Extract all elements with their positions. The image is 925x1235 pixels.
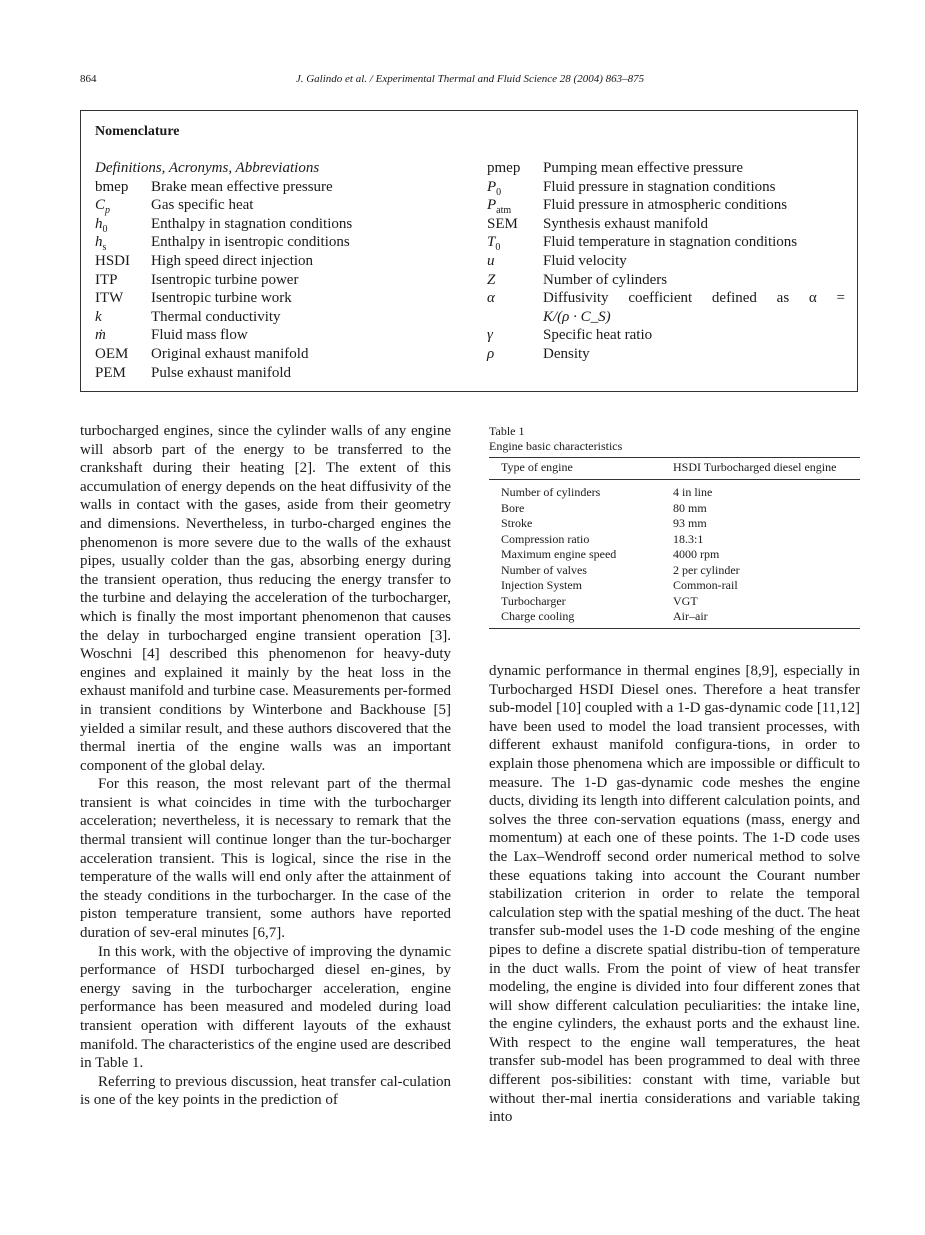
nomenclature-entry (95, 308, 470, 327)
nomenclature-definition: Thermal conductivity (151, 308, 281, 325)
page-number: 864 (80, 73, 97, 85)
nomenclature-definition: Synthesis exhaust manifold (543, 215, 708, 232)
table-row-value: 93 mm (673, 516, 707, 530)
nomenclature-definition: Enthalpy in stagnation conditions (151, 215, 353, 232)
nomenclature-symbol: pmep (487, 160, 521, 176)
nomenclature-box (80, 110, 858, 392)
journal-reference: J. Galindo et al. / Experimental Thermal and Fluid Science 28 (2004) 863–875 (295, 73, 645, 85)
paragraph: For this reason, the most relevant part of the thermal transient is what coincides in time with the turbocharger acceleration; nevertheless, it is necessary to remark that the thermal transient will continue longer than the tur-bocharger acceleration transient. This is logical, since the rise in the temperature of the walls will end only after the attainment of the steady conditions in the turbocharger. In the case of the piston temperature transient, some authors have reported duration of sev-eral minutes [6,7]. (80, 776, 451, 942)
nomenclature-symbol: α (487, 290, 495, 307)
nomenclature-heading: Definitions, Acronyms, Abbreviations (95, 160, 320, 176)
table-row-label: Turbocharger (501, 593, 566, 608)
nomenclature-definition: Diffusivity coefficient defined as α = (543, 290, 845, 307)
nomenclature-symbol: PEM (95, 364, 126, 381)
nomenclature-definition: Fluid velocity (543, 252, 627, 269)
nomenclature-symbol: OEM (95, 345, 129, 362)
nomenclature-definition: Isentropic turbine work (151, 290, 292, 307)
nomenclature-right-column (487, 159, 845, 364)
nomenclature-entry-continuation (487, 308, 845, 327)
table-row-label: Maximum engine speed (501, 547, 617, 561)
table-row (489, 480, 860, 501)
nomenclature-symbol: $C_p$ (95, 197, 111, 217)
table-row (489, 609, 860, 628)
table-row (489, 516, 860, 532)
nomenclature-entry (95, 364, 470, 383)
nomenclature-definition-continuation: K/(ρ · C_S) (543, 308, 611, 325)
nomenclature-definition: Fluid pressure in atmospheric conditions (543, 197, 788, 214)
nomenclature-symbol: Z (487, 271, 496, 288)
nomenclature-definition: Gas specific heat (151, 197, 254, 214)
nomenclature-entry (487, 159, 845, 178)
nomenclature-definition: Fluid pressure in stagnation conditions (543, 178, 776, 195)
table-row-label: Injection System (501, 578, 582, 592)
nomenclature-entry (95, 196, 470, 215)
nomenclature-definition: Fluid mass flow (151, 327, 248, 344)
table-row-label: Charge cooling (489, 609, 661, 628)
table-caption: Engine basic characteristics (489, 439, 623, 453)
nomenclature-entry (95, 289, 470, 308)
running-head (80, 73, 860, 89)
nomenclature-symbol: HSDI (95, 252, 131, 269)
nomenclature-definition: Specific heat ratio (543, 327, 653, 344)
paragraph: Referring to previous discussion, heat transfer cal-culation is one of the key points in the prediction of (80, 1073, 451, 1109)
nomenclature-entry (95, 252, 470, 271)
nomenclature-symbol: SEM (487, 215, 518, 232)
table-row (489, 501, 860, 517)
table-row-value: Air–air (661, 609, 860, 628)
nomenclature-definition: Pulse exhaust manifold (151, 364, 291, 381)
nomenclature-entry (95, 233, 470, 252)
table-row (489, 532, 860, 548)
nomenclature-definition: Pumping mean effective pressure (543, 160, 744, 176)
nomenclature-symbol: ITW (95, 290, 124, 307)
paragraph: In this work, with the objective of improving the dynamic performance of HSDI turbocharged diesel en-gines, by energy saving in the turbocharger acceleration, engine performance has been measured and modeled during load transient operation with different layouts of the exhaust manifold. The characteristics of the engine used are described in Table 1. (80, 943, 451, 1072)
nomenclature-symbol: ITP (95, 271, 118, 288)
table-label: Table 1 (489, 424, 525, 438)
engine-characteristics-table (489, 457, 860, 629)
table-row-value: 2 per cylinder (673, 562, 740, 577)
table-row-value: 4000 rpm (673, 547, 720, 561)
table-row-value: 18.3:1 (673, 531, 704, 546)
nomenclature-title: Nomenclature (95, 124, 180, 139)
nomenclature-definition: Brake mean effective pressure (151, 178, 333, 195)
nomenclature-entry (487, 345, 845, 364)
table-header-cell: Type of engine (489, 458, 661, 480)
table-row-value: VGT (673, 593, 698, 608)
table-row-label: Bore (501, 500, 525, 515)
nomenclature-symbol: $T_0$ (487, 234, 501, 254)
nomenclature-entry (95, 326, 470, 345)
table-1 (489, 424, 860, 629)
table-row-value: Common-rail (673, 578, 738, 592)
table-row-label: Compression ratio (501, 531, 590, 546)
table-row-label: Number of valves (501, 562, 587, 577)
nomenclature-entry (487, 252, 845, 271)
nomenclature-symbol: u (487, 252, 495, 269)
nomenclature-definition: Density (543, 345, 590, 362)
nomenclature-symbol: bmep (95, 178, 129, 195)
nomenclature-entry (487, 178, 845, 197)
nomenclature-definition: Original exhaust manifold (151, 345, 309, 362)
nomenclature-entry (487, 326, 845, 345)
table-row (489, 547, 860, 563)
nomenclature-entry (487, 233, 845, 252)
nomenclature-entry (95, 345, 470, 364)
table-header-cell: HSDI Turbocharged diesel engine (661, 458, 860, 480)
nomenclature-entry (95, 178, 470, 197)
table-row (489, 578, 860, 594)
table-row-value: 4 in line (673, 485, 713, 499)
nomenclature-entry (95, 271, 470, 290)
nomenclature-definition: Number of cylinders (543, 271, 668, 288)
nomenclature-symbol: $h_s$ (95, 234, 107, 254)
paragraph: dynamic performance in thermal engines [8,9], especially in Turbocharged HSDI Diesel ones. Therefore a heat transfer sub-model [10] coupled with a 1-D gas-dynamic code [11,12] have been used to model the load transient processes, with different exhaust manifold configura-tions, in order to explain those phenomena which are impossible or difficult to measure. The 1-D gas-dynamic code meshes the engine ducts, dividing its length into different calculation points, and solves the three con-servation equations (mass, energy and momentum) at each one of these points. The 1-D code uses the Lax–Wendroff second order numerical method to solve these equations taking into account the Courant number stabilization criterion in order to relate the temporal calculation step with the spatial meshing of the duct. The heat transfer sub-model uses the 1-D code meshing of the engine pipes to define a discrete spatial distribu-tion of temperature in the duct walls. From the point of view of heat transfer modeling, the engine is divided into four different zones that will show different calculation peculiarities: the intake line, the engine cylinders, the exhaust ports and the exhaust line. With respect to the engine wall temperatures, the heat transfer sub-model has been programmed to deal with three different pos-sibilities: constant with time, variable but without ther-mal inertia considerations and variable taking into (489, 663, 860, 1126)
nomenclature-entry (487, 289, 845, 308)
nomenclature-definition: Fluid temperature in stagnation conditions (543, 234, 798, 251)
nomenclature-symbol: ṁ (95, 327, 106, 344)
nomenclature-symbol: γ (487, 327, 493, 344)
spacer (487, 308, 543, 327)
body-left-column (80, 422, 451, 1110)
table-header-row (489, 458, 860, 480)
nomenclature-symbol: $P_{atm}$ (487, 197, 512, 217)
nomenclature-symbol: k (95, 308, 102, 325)
nomenclature-definition: High speed direct injection (151, 252, 314, 269)
nomenclature-definition: Enthalpy in isentropic conditions (151, 234, 350, 251)
paragraph: turbocharged engines, since the cylinder walls of any engine will absorb part of the energy to be transferred to the crankshaft during their heating [2]. The extent of this accumulation of energy depends on the heat diffusivity of the walls in contact with the gases, aside from their geometry and dimensions. Nevertheless, in turbo-charged engines the phenomenon is more severe due to the walls of the exhaust pipes, usually colder than the gas, absorbing energy during the transient operation, thus reducing the energy transfer to the turbine and delaying the acceleration of the turbocharger, which is finally the most important phenomenon that causes the delay in turbocharged engine transient operation [3]. Woschni [4] described this phenomenon for heavy-duty engines and explained it mainly by the heat loss in the exhaust manifold and turbine case. Measurements per-formed in transient conditions by Winterbone and Backhouse [5] yielded a similar result, and these authors discovered that the thermal inertia of the engine walls was an important component of the global delay. (80, 423, 451, 774)
nomenclature-left-column (95, 159, 470, 382)
nomenclature-entry (487, 215, 845, 234)
table-row-value: 80 mm (673, 500, 707, 515)
nomenclature-definition: Isentropic turbine power (151, 271, 299, 288)
table-row (489, 563, 860, 579)
table-row-label: Stroke (501, 516, 533, 530)
table-row-label: Number of cylinders (501, 485, 601, 499)
nomenclature-entry (95, 215, 470, 234)
nomenclature-entry (487, 271, 845, 290)
nomenclature-symbol: $h_0$ (95, 215, 108, 235)
table-row (489, 594, 860, 610)
body-right-column (489, 662, 860, 1127)
nomenclature-symbol: $P_0$ (487, 178, 502, 198)
nomenclature-entry (487, 196, 845, 215)
nomenclature-symbol: ρ (487, 345, 495, 362)
